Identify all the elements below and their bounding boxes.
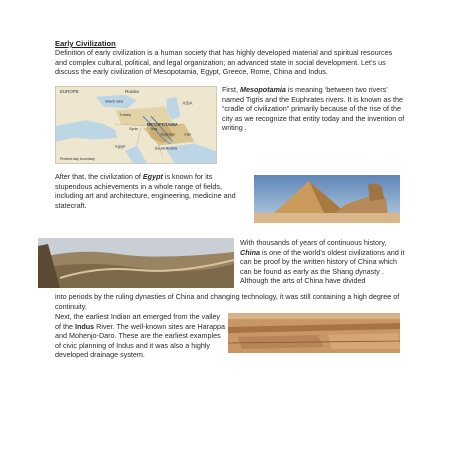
- map-label-iran: Iran: [184, 131, 192, 137]
- great-wall-image: [38, 238, 234, 288]
- egypt-paragraph: [55, 172, 245, 210]
- map-label-russia: Russia: [125, 88, 139, 94]
- map-label-europe: EUROPE: [59, 88, 79, 94]
- map-label-saudi-arabia: Saudi Arabia: [154, 145, 178, 151]
- egypt-pre: After that, the civilization of: [55, 172, 143, 181]
- map-label-iraq: Iraq: [150, 126, 158, 131]
- map-label-syria: Syria: [129, 126, 138, 131]
- page-title: Early Civilization: [55, 39, 116, 48]
- map-label-mesopotamia: MESOPOTAMIA: [146, 122, 178, 127]
- china-pre: With thousands of years of continuous history,: [240, 238, 387, 247]
- indus-paragraph: [55, 312, 227, 360]
- china-name: China: [240, 247, 260, 257]
- map-label-baghdad: Baghdad: [160, 132, 175, 137]
- indus-pre: Next, the earliest Indian art emerged from the valley of the: [55, 312, 220, 331]
- mesopotamia-map-image: [55, 86, 217, 164]
- mesopotamia-post: is meaning ‘between two rivers’ named Tigris and the Euphrates rivers. It is known as the “cradle of civilization” primarily because of the rise of the city as we recognize that entity today and the invention of writing .: [222, 85, 405, 133]
- map-label-asia: ASIA: [182, 100, 193, 106]
- mesopotamia-paragraph: [222, 85, 407, 133]
- indus-post: River. The well-known sites are Harappa and Mohenjo-Daro. These are the earliest examples of civic planning of Indus and it was also a highly developed drainage system.: [55, 321, 226, 360]
- map-label-egypt: Egypt: [115, 143, 126, 149]
- map-label-turkey: Turkey: [119, 112, 132, 118]
- china-post: is one of the world’s oldest civilizations and it can be proof by the written history of China which can be found as early as the Shang dynasty . Although the arts of China have divided: [240, 247, 405, 286]
- china-paragraph-continued: into periods by the ruling dynasties of China and changing technology, it was still containing a high degree of continuity.: [55, 292, 400, 311]
- mesopotamia-name: Mesopotamia: [239, 85, 286, 94]
- map-label-black-sea: Black Sea: [105, 98, 124, 104]
- egypt-post: is known for its stupendous achievements in a whole range of fields, including art and architecture, engineering, medicine and statecraft.: [55, 172, 236, 210]
- map-label-present-day: Present-day boundary: [59, 157, 95, 162]
- egypt-name: Egypt: [142, 172, 163, 181]
- indus-name: Indus: [74, 321, 95, 331]
- intro-paragraph: Definition of early civilization is a human society that has highly developed material and spiritual resources and complex cultural, political, and legal organization; an advanced state in social development. Let’s us discuss the early civilization of Mesopotamia, Egypt, Greece, Rome, China and Indus.: [55, 48, 393, 77]
- china-paragraph: [240, 238, 405, 286]
- mesopotamia-pre: First,: [222, 85, 240, 94]
- pyramid-sphinx-image: [254, 175, 400, 223]
- indus-ruins-image: [228, 313, 400, 353]
